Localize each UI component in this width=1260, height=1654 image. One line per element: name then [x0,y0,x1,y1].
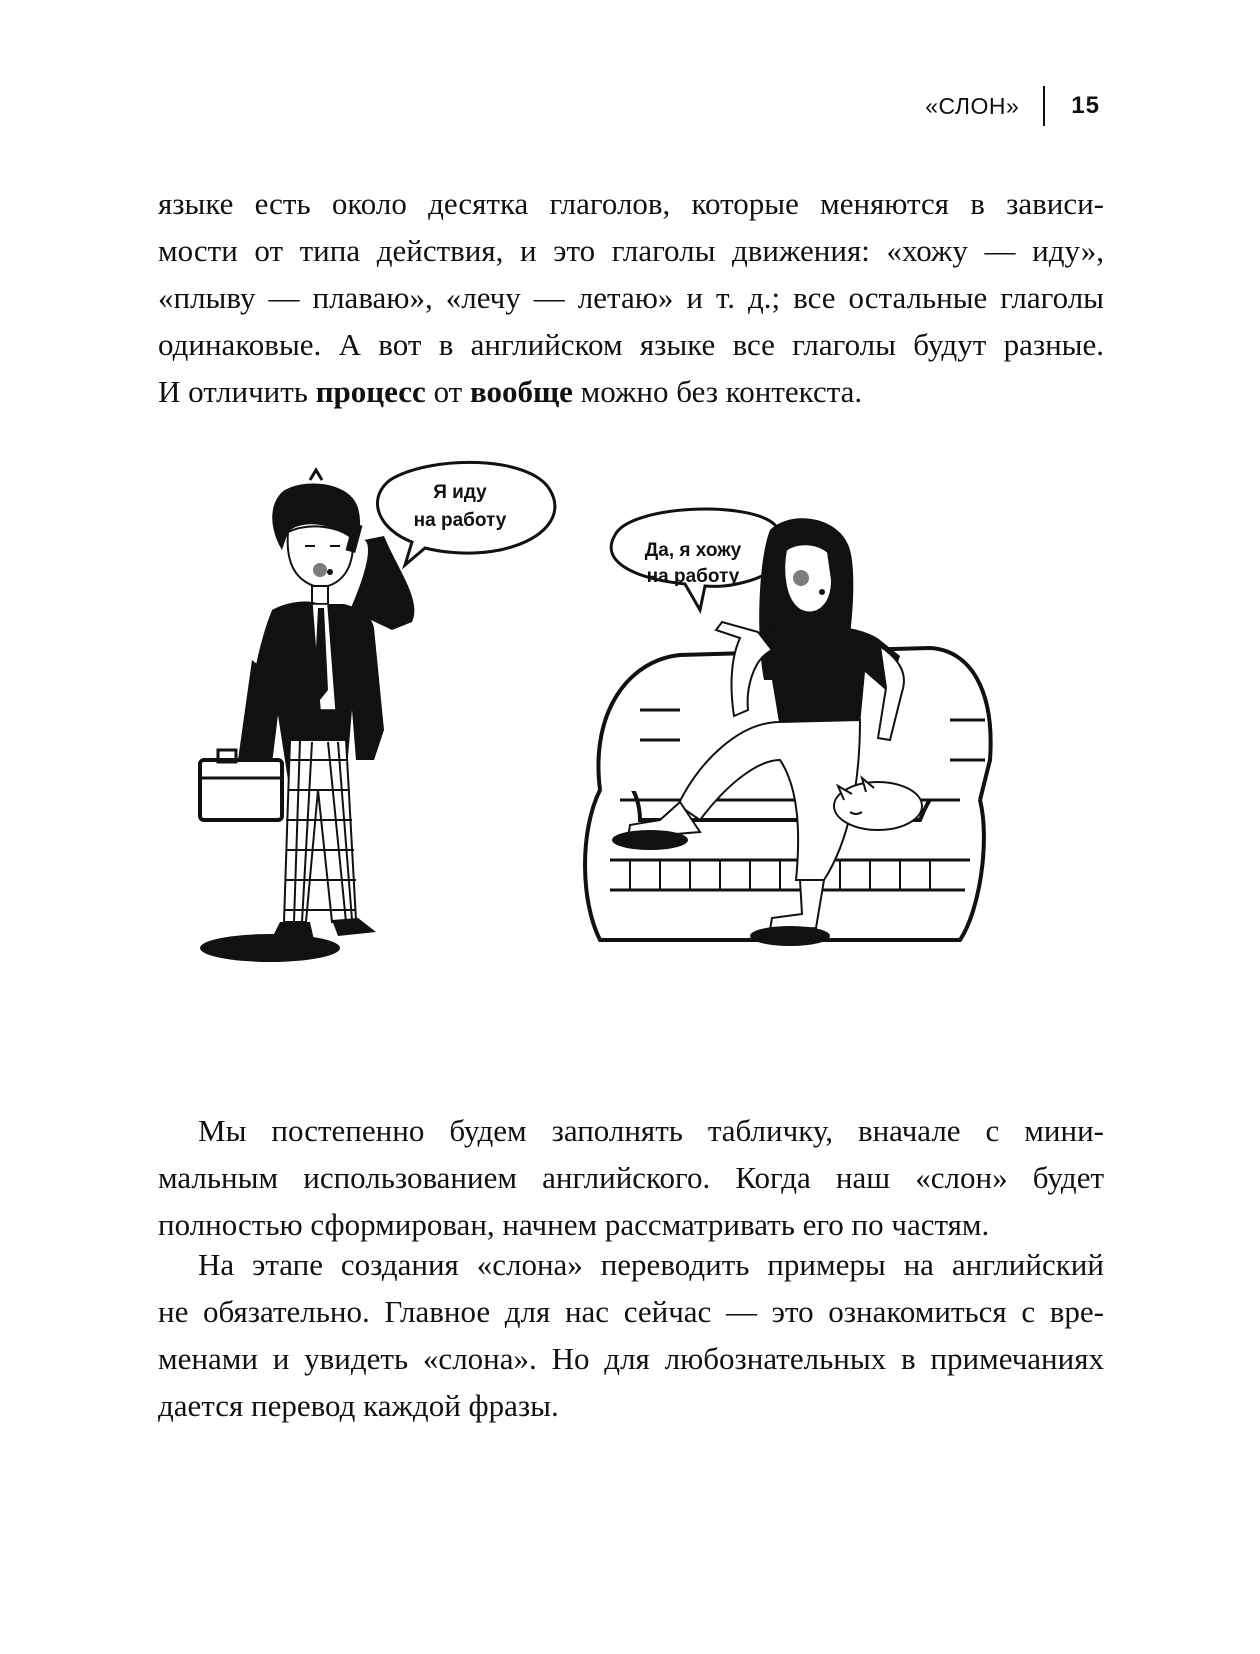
paragraph-line: Мы постепенно будем заполнять табличку, вначале с мини- [198,1113,1104,1148]
paragraph-1 [158,180,1104,415]
paragraph-line: дается перевод каждой фразы. [158,1388,559,1423]
paragraph-line: «плыву — плаваю», «лечу — летаю» и т. д.; все остальные глаголы [158,280,1104,315]
running-head [925,86,1100,126]
man-bubble-line-2: на работу [413,510,507,531]
man-bubble-line-1: Я иду [433,482,487,503]
paragraph-line: мости от типа действия, и это глаголы движения: «хожу — иду», [158,233,1104,268]
illustration [160,460,1100,1020]
page-number: 15 [1071,92,1100,119]
man-speech-bubble [377,462,554,565]
illustration-drawing [160,460,1100,1020]
header-divider [1043,86,1045,126]
bold-term: вообще [469,374,573,409]
text-run: И отличить [158,374,316,409]
paragraph-line: менами и увидеть «слона». Но для любознательных в примечаниях [158,1341,1104,1376]
woman-speech-bubble [611,509,785,610]
paragraph-line: полностью сформирован, начнем рассматривать его по частям. [158,1207,990,1242]
woman-bubble-line-2: на работу [646,566,740,587]
paragraph-line: языке есть около десятка глаголов, которые меняются в зависи- [158,186,1104,221]
man-figure [200,470,414,962]
bold-term: процесс [315,374,426,409]
paragraph-line: одинаковые. А вот в английском языке все глаголы будут разные. [158,327,1104,362]
text-run: можно без контекста. [572,374,863,409]
paragraph-line: На этапе создания «слона» переводить примеры на английский [198,1247,1104,1282]
paragraph-3 [158,1241,1104,1429]
woman-bubble-line-1: Да, я хожу [644,540,742,561]
running-title: «СЛОН» [925,92,1020,119]
paragraph-line [158,368,1104,415]
paragraph-line: мальным использованием английского. Когда наш «слон» будет [158,1160,1104,1195]
paragraph-2 [158,1107,1104,1248]
text-run: от [425,374,470,409]
paragraph-line: не обязательно. Главное для нас сейчас — это ознакомиться с вре- [158,1294,1104,1329]
